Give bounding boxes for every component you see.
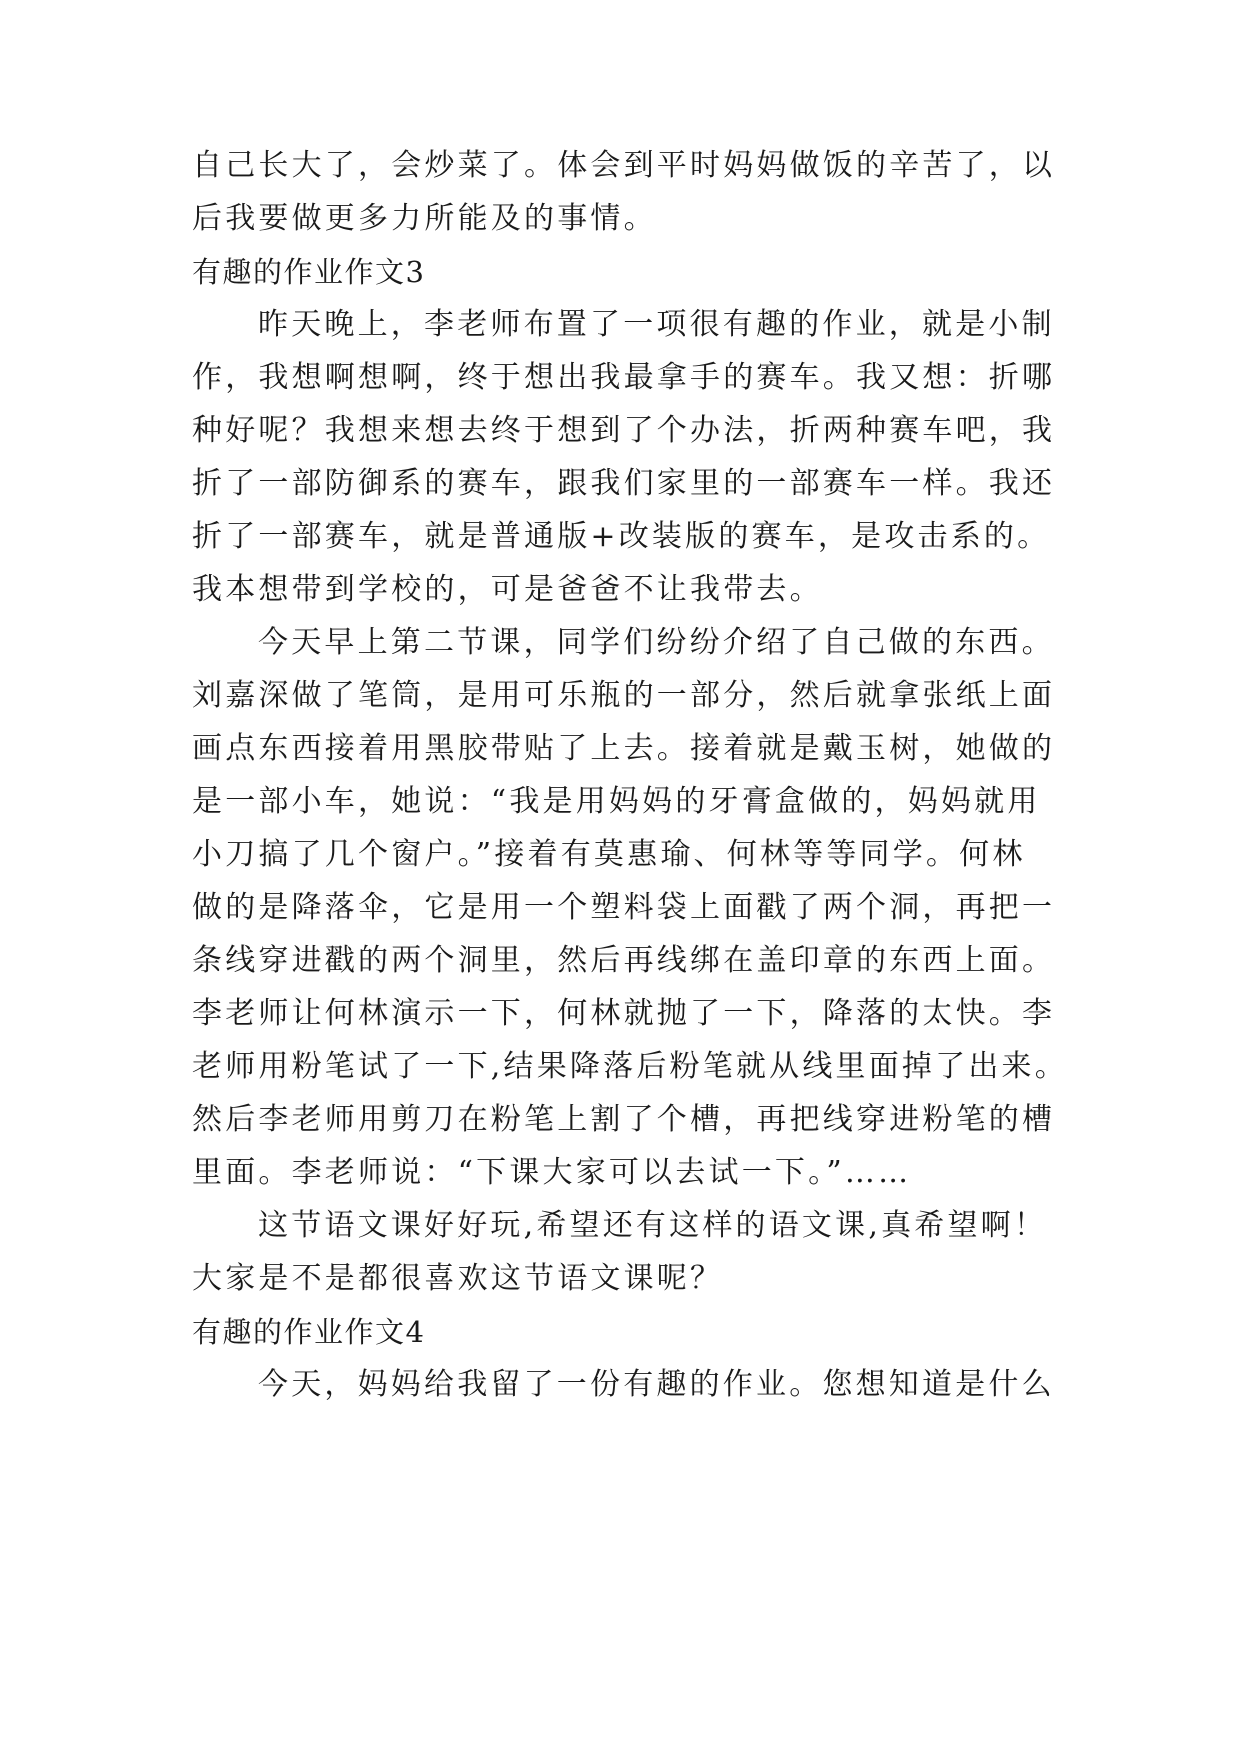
s3-p2-line-4: 是一部小车，她说：“我是用妈妈的牙膏盒做的，妈妈就用: [192, 784, 1041, 819]
s3-p2-line-11: 里面。李老师说：“下课大家可以去试一下。”……: [192, 1155, 912, 1190]
s3-p1-line-1: 昨天晚上，李老师布置了一项很有趣的作业，就是小制: [258, 307, 1055, 342]
s3-p2-line-6: 做的是降落伞，它是用一个塑料袋上面戳了两个洞，再把一: [192, 890, 1056, 925]
s3-p2-line-9: 老师用粉笔试了一下,结果降落后粉笔就从线里面掉了出来。: [192, 1049, 1068, 1084]
s4-p1-line-1: 今天，妈妈给我留了一份有趣的作业。您想知道是什么: [258, 1367, 1055, 1402]
section-4-title: 有趣的作业作文4: [192, 1315, 426, 1349]
s3-p2-line-7: 条线穿进戳的两个洞里，然后再线绑在盖印章的东西上面。: [192, 943, 1056, 978]
s3-p2-line-5: 小刀搞了几个窗户。”接着有莫惠瑜、何林等等同学。何林: [192, 837, 1026, 872]
section-3-title: 有趣的作业作文3: [192, 255, 426, 289]
s3-p2-line-10: 然后李老师用剪刀在粉笔上割了个槽，再把线穿进粉笔的槽: [192, 1102, 1056, 1137]
s3-p2-line-2: 刘嘉深做了笔筒，是用可乐瓶的一部分，然后就拿张纸上面: [192, 678, 1056, 713]
s3-p2-line-3: 画点东西接着用黑胶带贴了上去。接着就是戴玉树，她做的: [192, 731, 1056, 766]
s3-p1-line-4: 折了一部防御系的赛车，跟我们家里的一部赛车一样。我还: [192, 466, 1056, 501]
s3-p1-line-5: 折了一部赛车，就是普通版+改装版的赛车，是攻击系的。: [192, 519, 1051, 554]
intro-line-1: 自己长大了，会炒菜了。体会到平时妈妈做饭的辛苦了，以: [192, 148, 1056, 183]
s3-p1-line-2: 作，我想啊想啊，终于想出我最拿手的赛车。我又想：折哪: [192, 360, 1056, 395]
s3-p1-line-6: 我本想带到学校的，可是爸爸不让我带去。: [192, 572, 823, 607]
s3-p1-line-3: 种好呢？我想来想去终于想到了个办法，折两种赛车吧，我: [192, 413, 1056, 448]
s3-p2-line-8: 李老师让何林演示一下，何林就抛了一下，降落的太快。李: [192, 996, 1056, 1031]
intro-line-2: 后我要做更多力所能及的事情。: [192, 201, 657, 236]
s3-p3-line-1: 这节语文课好好玩,希望还有这样的语文课,真希望啊！: [258, 1208, 1048, 1243]
s3-p3-line-2: 大家是不是都很喜欢这节语文课呢？: [192, 1261, 724, 1296]
s3-p2-line-1: 今天早上第二节课，同学们纷纷介绍了自己做的东西。: [258, 625, 1055, 660]
